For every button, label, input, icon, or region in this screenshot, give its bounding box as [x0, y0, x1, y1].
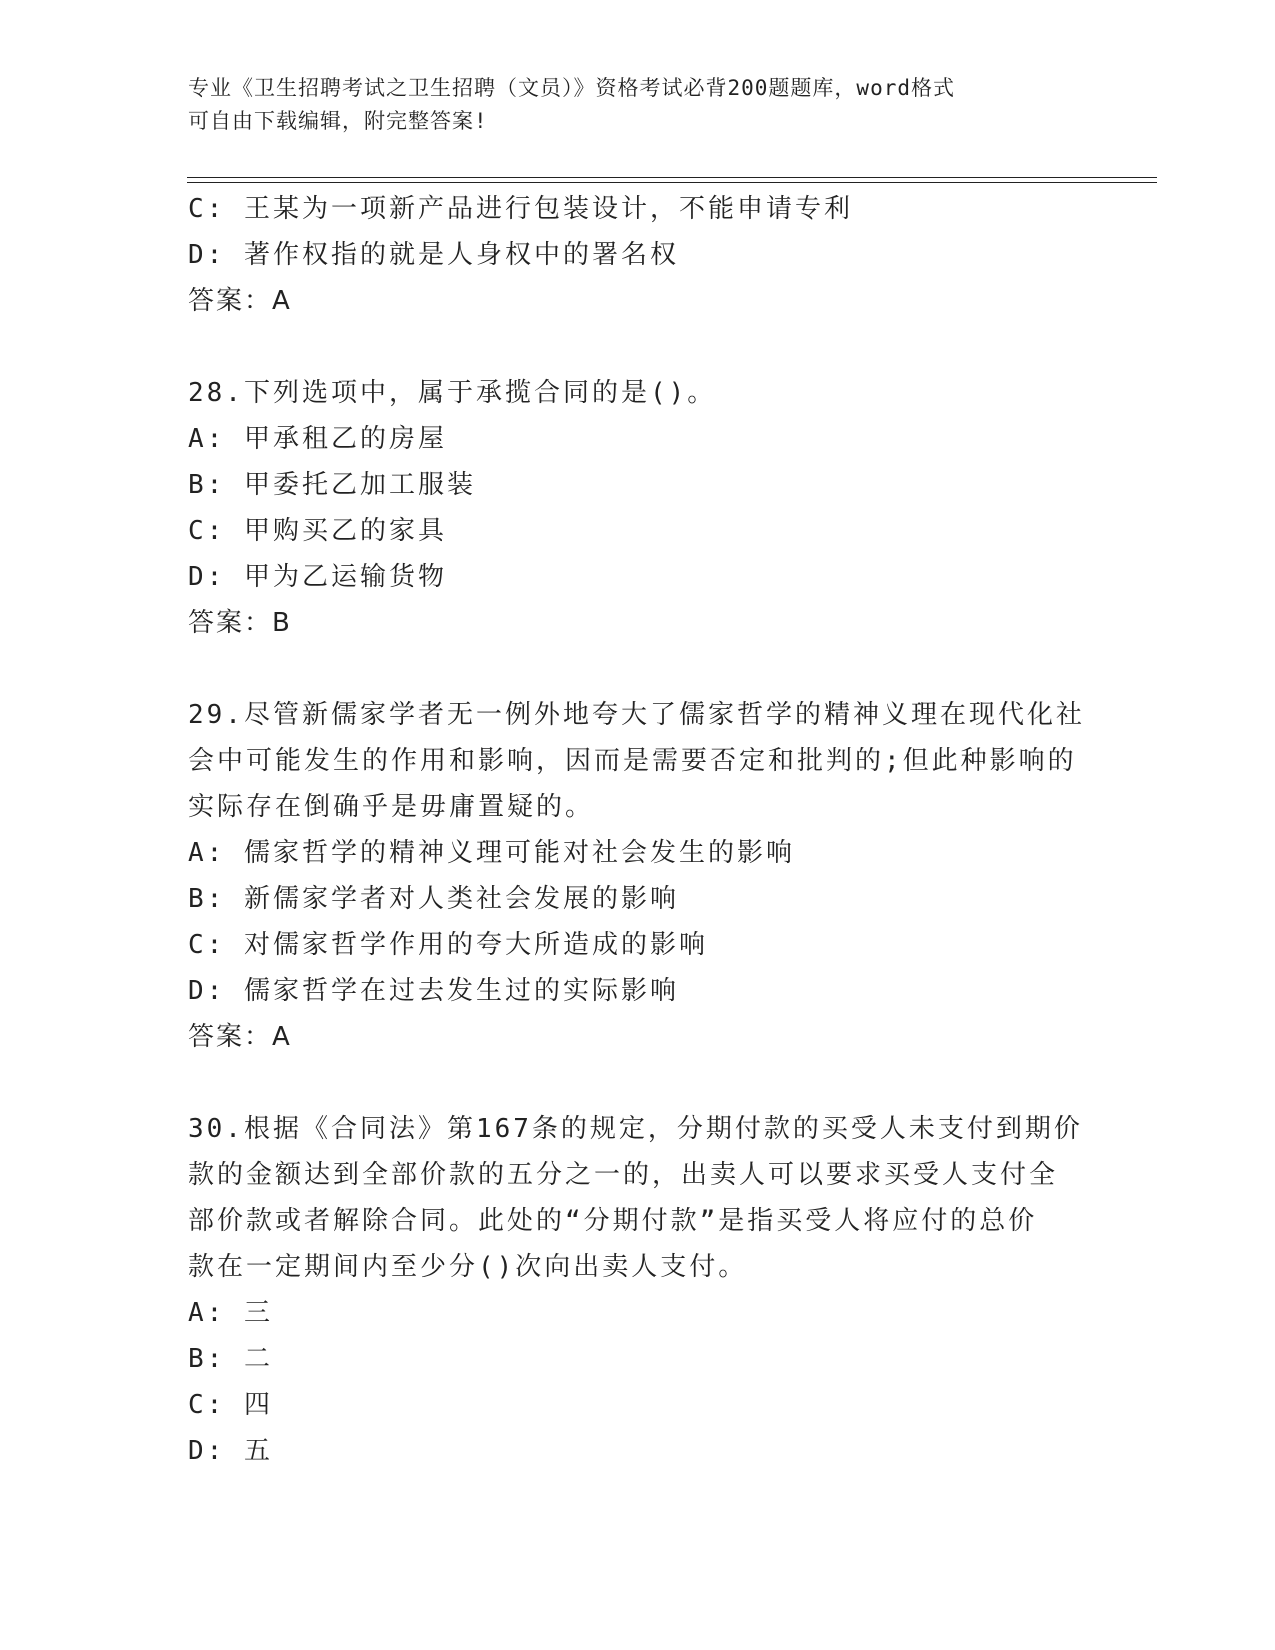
question-stem: 部价款或者解除合同。此处的“分期付款”是指买受人将应付的总价 — [188, 1206, 1038, 1236]
header-line-1: 专业《卫生招聘考试之卫生招聘（文员）》资格考试必背200题题库，word格式 — [188, 76, 955, 100]
question-stem: 实际存在倒确乎是毋庸置疑的。 — [188, 792, 595, 822]
option-c: C: 甲购买乙的家具 — [188, 516, 447, 546]
option-d: D: 甲为乙运输货物 — [188, 562, 447, 592]
option-b: B: 新儒家学者对人类社会发展的影响 — [188, 884, 679, 914]
option-b: B: 甲委托乙加工服装 — [188, 470, 476, 500]
question-gap — [188, 646, 1088, 692]
question-30 — [188, 1106, 1088, 1474]
question-28 — [188, 370, 1088, 646]
question-stem: 款的金额达到全部价款的五分之一的，出卖人可以要求买受人支付全 — [188, 1160, 1059, 1190]
option-a: A: 儒家哲学的精神义理可能对社会发生的影响 — [188, 838, 795, 868]
question-stem: 29.尽管新儒家学者无一例外地夸大了儒家哲学的精神义理在现代化社 — [188, 700, 1085, 730]
question-stem: 会中可能发生的作用和影响，因而是需要否定和批判的;但此种影响的 — [188, 746, 1077, 776]
option-c: C: 四 — [188, 1390, 273, 1420]
question-29 — [188, 692, 1088, 1060]
answer-line: 答案：A — [188, 286, 292, 316]
option-c: C: 王某为一项新产品进行包装设计，不能申请专利 — [188, 194, 853, 224]
option-d: D: 五 — [188, 1436, 273, 1466]
question-gap — [188, 324, 1088, 370]
header-double-rule — [187, 177, 1157, 183]
answer-line: 答案：A — [188, 1022, 292, 1052]
question-stem: 款在一定期间内至少分()次向出卖人支付。 — [188, 1252, 748, 1282]
option-d: D: 儒家哲学在过去发生过的实际影响 — [188, 976, 679, 1006]
option-d: D: 著作权指的就是人身权中的署名权 — [188, 240, 679, 270]
document-body — [188, 186, 1088, 1474]
option-a: A: 甲承租乙的房屋 — [188, 424, 447, 454]
question-27-continued — [188, 186, 1088, 324]
document-header — [188, 72, 1068, 138]
option-b: B: 二 — [188, 1344, 273, 1374]
option-a: A: 三 — [188, 1298, 273, 1328]
question-stem: 30.根据《合同法》第167条的规定，分期付款的买受人未支付到期价 — [188, 1114, 1083, 1144]
question-stem: 28.下列选项中，属于承揽合同的是()。 — [188, 378, 717, 408]
header-line-2: 可自由下载编辑，附完整答案! — [188, 109, 488, 133]
answer-line: 答案：B — [188, 608, 292, 638]
option-c: C: 对儒家哲学作用的夸大所造成的影响 — [188, 930, 708, 960]
question-gap — [188, 1060, 1088, 1106]
